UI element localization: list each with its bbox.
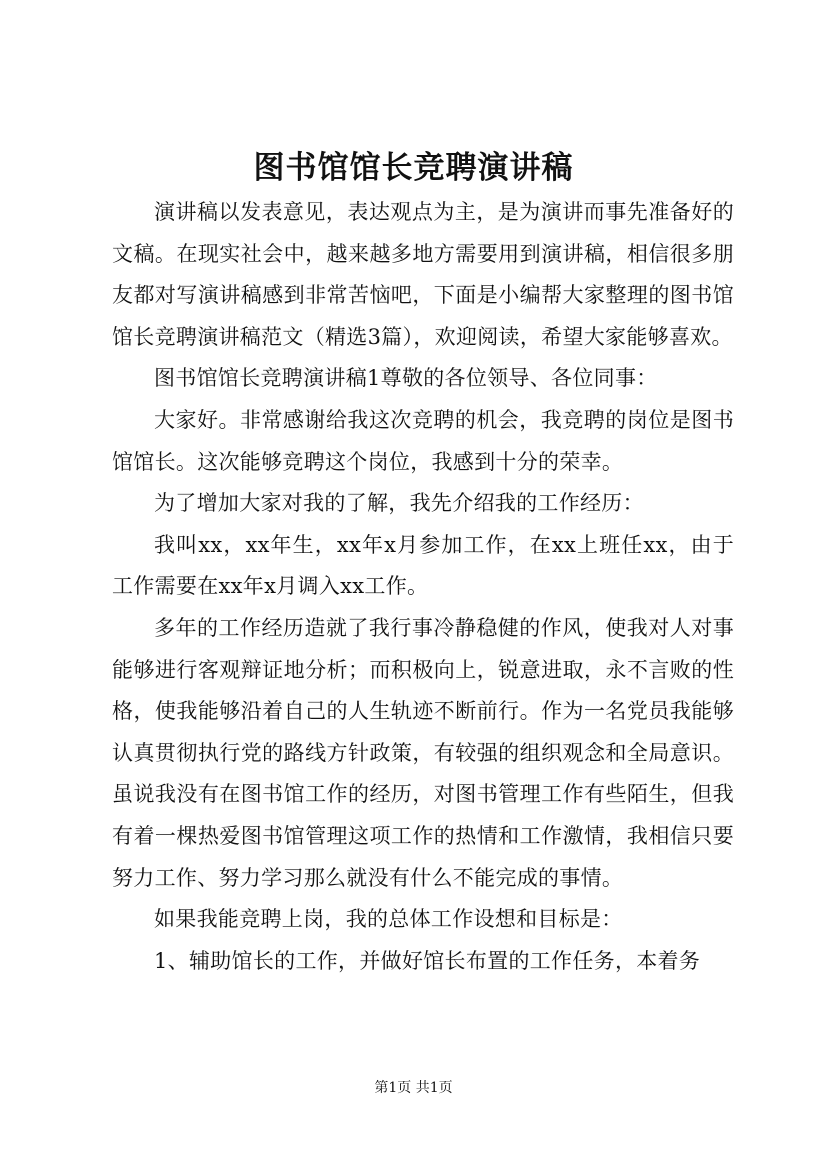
page-footer: 第1页 共1页 bbox=[374, 1080, 453, 1096]
paragraph: 如果我能竞聘上岗，我的总体工作设想和目标是： bbox=[154, 907, 623, 932]
paragraph: 多年的工作经历造就了我行事冷静稳健的作风，使我对人对事能够进行客观辩证地分析；而积极向上，锐意进取，永不言败的性格，使我能够沿着自己的人生轨迹不断前行。作为一名党员我能够认真贯彻执行党的路线方针政策，有较强的组织观念和全局意识。虽说我没有在图书馆工作的经历，对图书管理工作有些陌生，但我有着一棵热爱图书馆管理这项工作的热情和工作激情，我相信只要努力工作、努力学习那么就没有什么不能完成的事情。 bbox=[112, 615, 734, 890]
paragraph: 演讲稿以发表意见，表达观点为主，是为演讲而事先准备好的文稿。在现实社会中，越来越多地方需要用到演讲稿，相信很多朋友都对写演讲稿感到非常苦恼吧，下面是小编帮大家整理的图书馆馆长竞聘演讲稿范文（精选3篇），欢迎阅读，希望大家能够喜欢。 bbox=[112, 200, 734, 349]
paragraph: 我叫xx，xx年生，xx年x月参加工作，在xx上班任xx，由于工作需要在xx年x月调入xx工作。 bbox=[112, 532, 734, 599]
paragraph: 为了增加大家对我的了解，我先介绍我的工作经历： bbox=[154, 491, 644, 516]
paragraph: 图书馆馆长竞聘演讲稿1尊敬的各位领导、各位同事： bbox=[154, 366, 658, 391]
document-body bbox=[112, 192, 734, 982]
paragraph: 大家好。非常感谢给我这次竞聘的机会，我竞聘的岗位是图书馆馆长。这次能够竞聘这个岗位，我感到十分的荣幸。 bbox=[112, 407, 734, 474]
document-title: 图书馆馆长竞聘演讲稿 bbox=[253, 150, 574, 186]
paragraph: 1、辅助馆长的工作，并做好馆长布置的工作任务，本着务 bbox=[154, 948, 701, 973]
